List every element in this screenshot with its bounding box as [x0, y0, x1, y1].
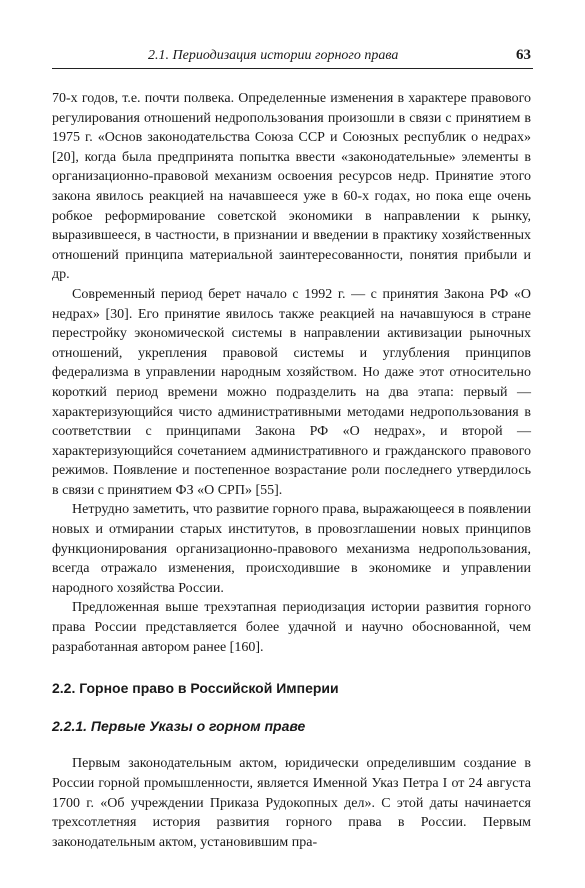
paragraph-2: Современный период берет начало с 1992 г. — с принятия Закона РФ «О недрах» [30]. Его принятие явилось также реакцией на начавшуюся в стране перестройку экономической системы в направлении активизации рыночных отношений, укрепления правовой системы и углубления принципов федерализма в управлении народным хозяйством. Но даже этот относительно короткий период времени можно подразделить на два этапа: первый — характеризующийся чисто административными методами недропользования в соответствии с принципами Закона РФ «О недрах», и второй — характеризующийся сочетанием административного и гражданского правового режимов. Появление и постепенное возрастание роли последнего утвердилось в связи с принятием ФЗ «О СРП» [55].: [52, 286, 531, 498]
running-header-title: 2.1. Периодизация истории горного права: [148, 48, 399, 63]
section-heading: 2.2. Горное право в Российской Империи: [52, 680, 339, 697]
subsection-heading: 2.2.1. Первые Указы о горном праве: [52, 717, 306, 734]
paragraph-5: Первым законодательным актом, юридически определившим создание в России горной промышленности, является Именной Указ Петра I от 24 августа 1700 г. «Об учреждении Приказа Рудокопных дел». С этой даты начинается трехсотлетняя история развития горного права в России. Первым законодательным актом, установившим пра-: [52, 756, 531, 850]
running-header: [52, 46, 533, 69]
page-number: 63: [516, 47, 531, 63]
paragraph-4: Предложенная выше трехэтапная периодизация истории развития горного права России представляется более удачной и научно обоснованной, чем разработанная автором ранее [160].: [52, 600, 531, 655]
paragraph-3: Нетрудно заметить, что развитие горного права, выражающееся в появлении новых и отмирании старых институтов, в провозглашении новых принципов функционирования организационно-правового механизма недропользования, всегда отражало изменения, происходившие в экономике и управлении народного хозяйства России.: [52, 502, 531, 596]
paragraph-1: 70-х годов, т.е. почти полвека. Определенные изменения в характере правового регулирования отношений недропользования произошли в связи с принятием в 1975 г. «Основ законодательства Союза ССР и Союзных республик о недрах» [20], когда была предпринята попытка ввести «законодательные» элементы в организационно-правовой механизм освоения ресурсов недр. Принятие этого закона явилось реакцией на начавшееся уже в 60-х годах, но пока еще очень робкое реформирование советской экономики в направлении к рынку, выразившееся, в частности, в признании и введении в практику хозяйственных отношений принципа материальной заинтересованности, понятия прибыли и др.: [52, 91, 531, 283]
page-body: [52, 89, 531, 852]
